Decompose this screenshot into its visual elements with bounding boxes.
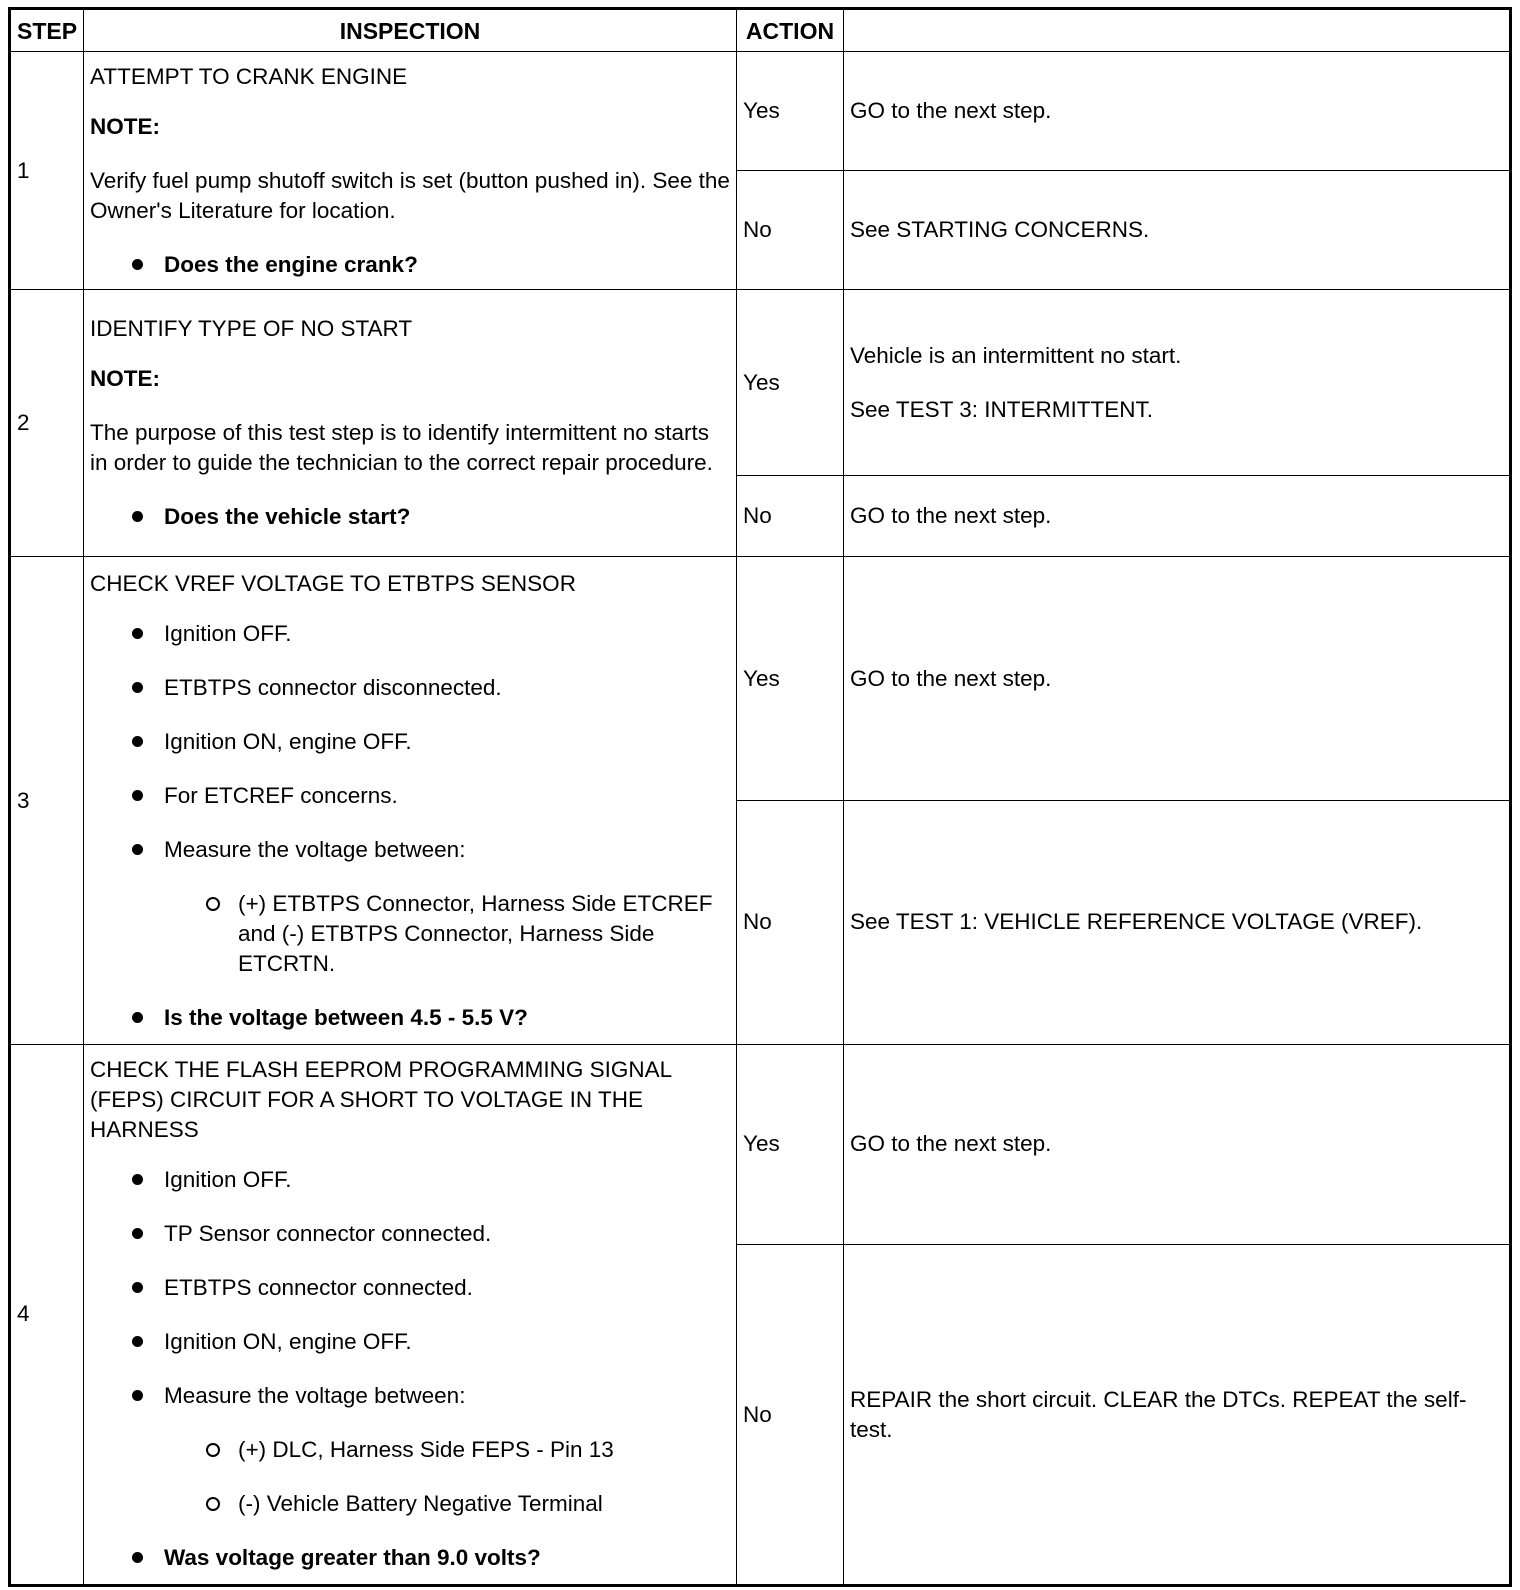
step-4-inspection xyxy=(84,1044,737,1585)
answer-yes: Yes xyxy=(737,290,844,476)
header-step: STEP xyxy=(10,9,84,52)
note-label: NOTE: xyxy=(90,366,160,392)
action-yes xyxy=(844,1044,1511,1244)
header-action: ACTION xyxy=(737,9,844,52)
bullet-text: Measure the voltage between: xyxy=(164,1383,466,1409)
action-text: GO to the next step. xyxy=(850,1131,1052,1157)
step-number: 3 xyxy=(10,557,84,1045)
bullet-item: Ignition OFF. xyxy=(132,1165,730,1195)
step-3-inspection xyxy=(84,557,737,1045)
answer-yes: Yes xyxy=(737,557,844,801)
step-number: 4 xyxy=(10,1044,84,1585)
sub-bullet-list xyxy=(164,889,730,979)
answer-no: No xyxy=(737,476,844,557)
action-text: Vehicle is an intermittent no start. xyxy=(850,342,1182,368)
header-inspection: INSPECTION xyxy=(84,9,737,52)
action-yes xyxy=(844,290,1511,476)
action-yes xyxy=(844,557,1511,801)
step-2-yes-row xyxy=(10,290,1511,476)
sub-bullet-item: (-) Vehicle Battery Negative Terminal xyxy=(206,1489,730,1519)
header-result xyxy=(844,9,1511,52)
step-1-yes-row xyxy=(10,52,1511,170)
bullet-item: For ETCREF concerns. xyxy=(132,781,730,811)
sub-bullet-item: (+) DLC, Harness Side FEPS - Pin 13 xyxy=(206,1435,730,1465)
answer-yes: Yes xyxy=(737,1044,844,1244)
bullet-item: Ignition ON, engine OFF. xyxy=(132,1327,730,1357)
bullet-list xyxy=(90,250,730,280)
question: Was voltage greater than 9.0 volts? xyxy=(132,1543,730,1573)
step-1-inspection xyxy=(84,52,737,290)
question: Is the voltage between 4.5 - 5.5 V? xyxy=(132,1003,730,1033)
question: Does the engine crank? xyxy=(132,250,730,280)
question: Does the vehicle start? xyxy=(132,502,730,532)
answer-no: No xyxy=(737,801,844,1045)
step-4-yes-row xyxy=(10,1044,1511,1244)
step-3-yes-row xyxy=(10,557,1511,801)
action-no xyxy=(844,1245,1511,1586)
action-text: See TEST 1: VEHICLE REFERENCE VOLTAGE (VREF). xyxy=(850,909,1423,935)
bullet-item xyxy=(132,835,730,979)
step-title: CHECK VREF VOLTAGE TO ETBTPS SENSOR xyxy=(90,570,576,596)
step-number: 1 xyxy=(10,52,84,290)
action-text: GO to the next step. xyxy=(850,98,1052,124)
action-no xyxy=(844,170,1511,289)
answer-no: No xyxy=(737,1245,844,1586)
answer-yes: Yes xyxy=(737,52,844,170)
action-text: See TEST 3: INTERMITTENT. xyxy=(850,396,1153,422)
bullet-item: Ignition ON, engine OFF. xyxy=(132,727,730,757)
bullet-item: TP Sensor connector connected. xyxy=(132,1219,730,1249)
action-text: REPAIR the short circuit. CLEAR the DTCs. REPEAT the self-test. xyxy=(850,1386,1467,1442)
action-no xyxy=(844,476,1511,557)
action-text: GO to the next step. xyxy=(850,503,1052,529)
action-no xyxy=(844,801,1511,1045)
bullet-item: ETBTPS connector disconnected. xyxy=(132,673,730,703)
bullet-text: Measure the voltage between: xyxy=(164,836,466,862)
note-label: NOTE: xyxy=(90,113,160,139)
note-text: Verify fuel pump shutoff switch is set (button pushed in). See the Owner's Literature for location. xyxy=(90,167,730,223)
sub-bullet-item: (+) ETBTPS Connector, Harness Side ETCREF and (-) ETBTPS Connector, Harness Side ETCRTN. xyxy=(206,889,730,979)
bullet-list xyxy=(90,619,730,1033)
step-title: CHECK THE FLASH EEPROM PROGRAMMING SIGNAL (FEPS) CIRCUIT FOR A SHORT TO VOLTAGE IN THE HARNESS xyxy=(90,1057,672,1143)
step-2-inspection xyxy=(84,290,737,557)
step-title: IDENTIFY TYPE OF NO START xyxy=(90,316,413,342)
action-yes xyxy=(844,52,1511,170)
bullet-list xyxy=(90,502,730,532)
note-text: The purpose of this test step is to identify intermittent no starts in order to guide the technician to the correct repair procedure. xyxy=(90,420,713,476)
diagnostic-table xyxy=(8,7,1512,1587)
bullet-list xyxy=(90,1165,730,1573)
action-text: See STARTING CONCERNS. xyxy=(850,217,1150,242)
bullet-item xyxy=(132,1381,730,1519)
bullet-item: Ignition OFF. xyxy=(132,619,730,649)
header-row xyxy=(10,9,1511,52)
sub-bullet-list xyxy=(164,1435,730,1519)
bullet-item: ETBTPS connector connected. xyxy=(132,1273,730,1303)
action-text: GO to the next step. xyxy=(850,665,1052,691)
answer-no: No xyxy=(737,170,844,289)
step-number: 2 xyxy=(10,290,84,557)
step-title: ATTEMPT TO CRANK ENGINE xyxy=(90,63,408,89)
